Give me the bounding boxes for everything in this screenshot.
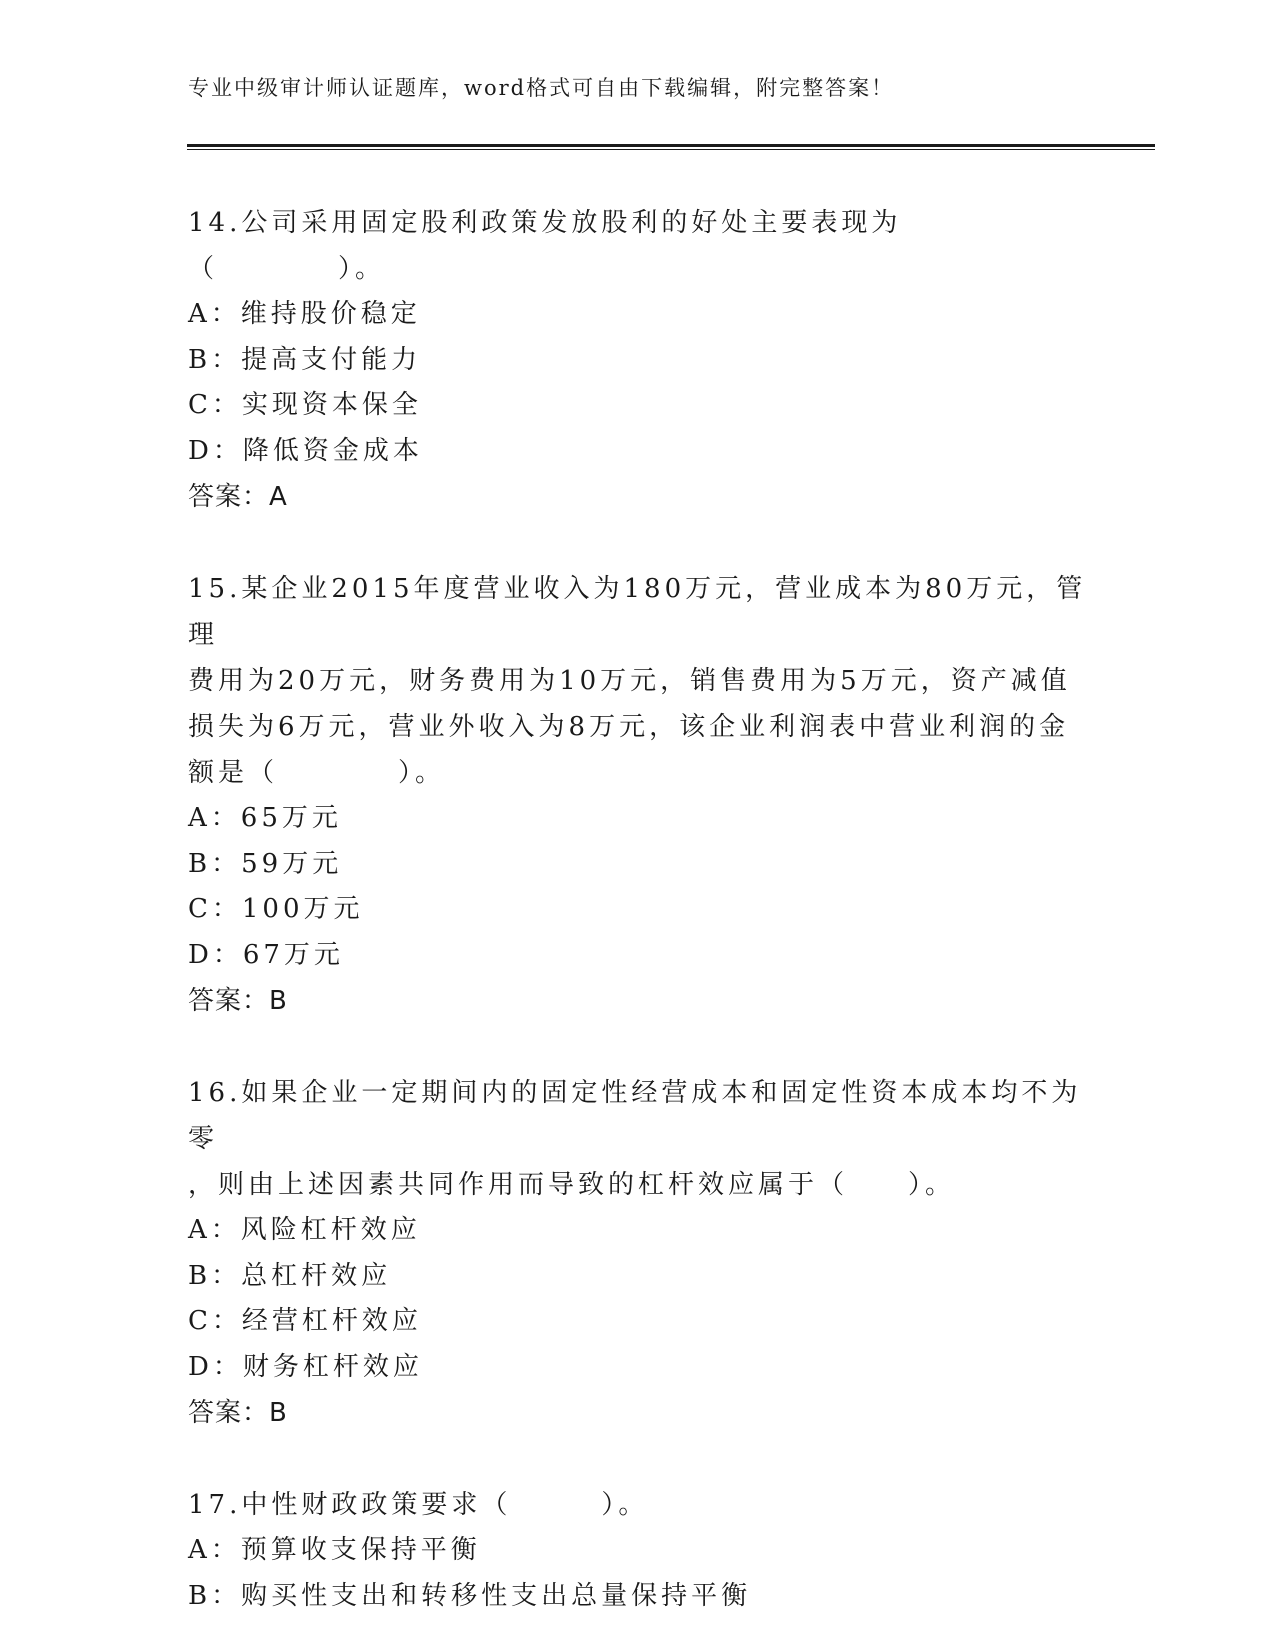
answer: 答案：B xyxy=(188,986,288,1016)
question-stem: 16.如果企业一定期间内的固定性经营成本和固定性资本成本均不为零 xyxy=(188,1078,1082,1154)
option-d: D：降低资金成本 xyxy=(188,435,423,466)
question-stem: 17.中性财政政策要求（ ）。 xyxy=(188,1490,649,1520)
option-c: C：100万元 xyxy=(188,894,364,924)
header-rule-thick xyxy=(187,144,1155,147)
option-b: B：59万元 xyxy=(188,848,343,879)
question-stem: 15.某企业2015年度营业收入为180万元，营业成本为80万元，管理 xyxy=(188,574,1087,650)
answer: 答案：B xyxy=(188,1398,288,1428)
question-stem: 费用为20万元，财务费用为10万元，销售费用为5万元，资产减值 xyxy=(188,666,1071,696)
option-c: C：经营杠杆效应 xyxy=(188,1306,422,1336)
page-header: 专业中级审计师认证题库，word格式可自由下载编辑，附完整答案！ xyxy=(188,76,895,100)
option-c: C：实现资本保全 xyxy=(188,390,422,420)
question-stem: ，则由上述因素共同作用而导致的杠杆效应属于（ ）。 xyxy=(188,1170,956,1200)
question-16 xyxy=(188,1070,1088,1436)
answer: 答案：A xyxy=(188,482,288,512)
option-d: D：财务杠杆效应 xyxy=(188,1351,423,1382)
question-stem: 额是（ ）。 xyxy=(188,758,446,788)
option-a: A：65万元 xyxy=(188,803,342,833)
question-17 xyxy=(188,1482,1088,1619)
option-d: D：67万元 xyxy=(188,939,344,970)
question-14 xyxy=(188,200,1088,520)
option-a: A：预算收支保持平衡 xyxy=(188,1535,481,1565)
option-b: B：总杠杆效应 xyxy=(188,1260,392,1291)
question-stem: 损失为6万元，营业外收入为8万元，该企业利润表中营业利润的金 xyxy=(188,712,1070,742)
header-rule-thin xyxy=(187,149,1155,150)
question-stem: 14.公司采用固定股利政策发放股利的好处主要表现为（ ）。 xyxy=(188,208,902,284)
option-b: B：提高支付能力 xyxy=(188,344,422,375)
option-a: A：风险杠杆效应 xyxy=(188,1215,421,1245)
option-b: B：购买性支出和转移性支出总量保持平衡 xyxy=(188,1580,752,1611)
option-a: A：维持股价稳定 xyxy=(188,299,421,329)
question-15 xyxy=(188,566,1088,1024)
question-list xyxy=(188,200,1088,1619)
